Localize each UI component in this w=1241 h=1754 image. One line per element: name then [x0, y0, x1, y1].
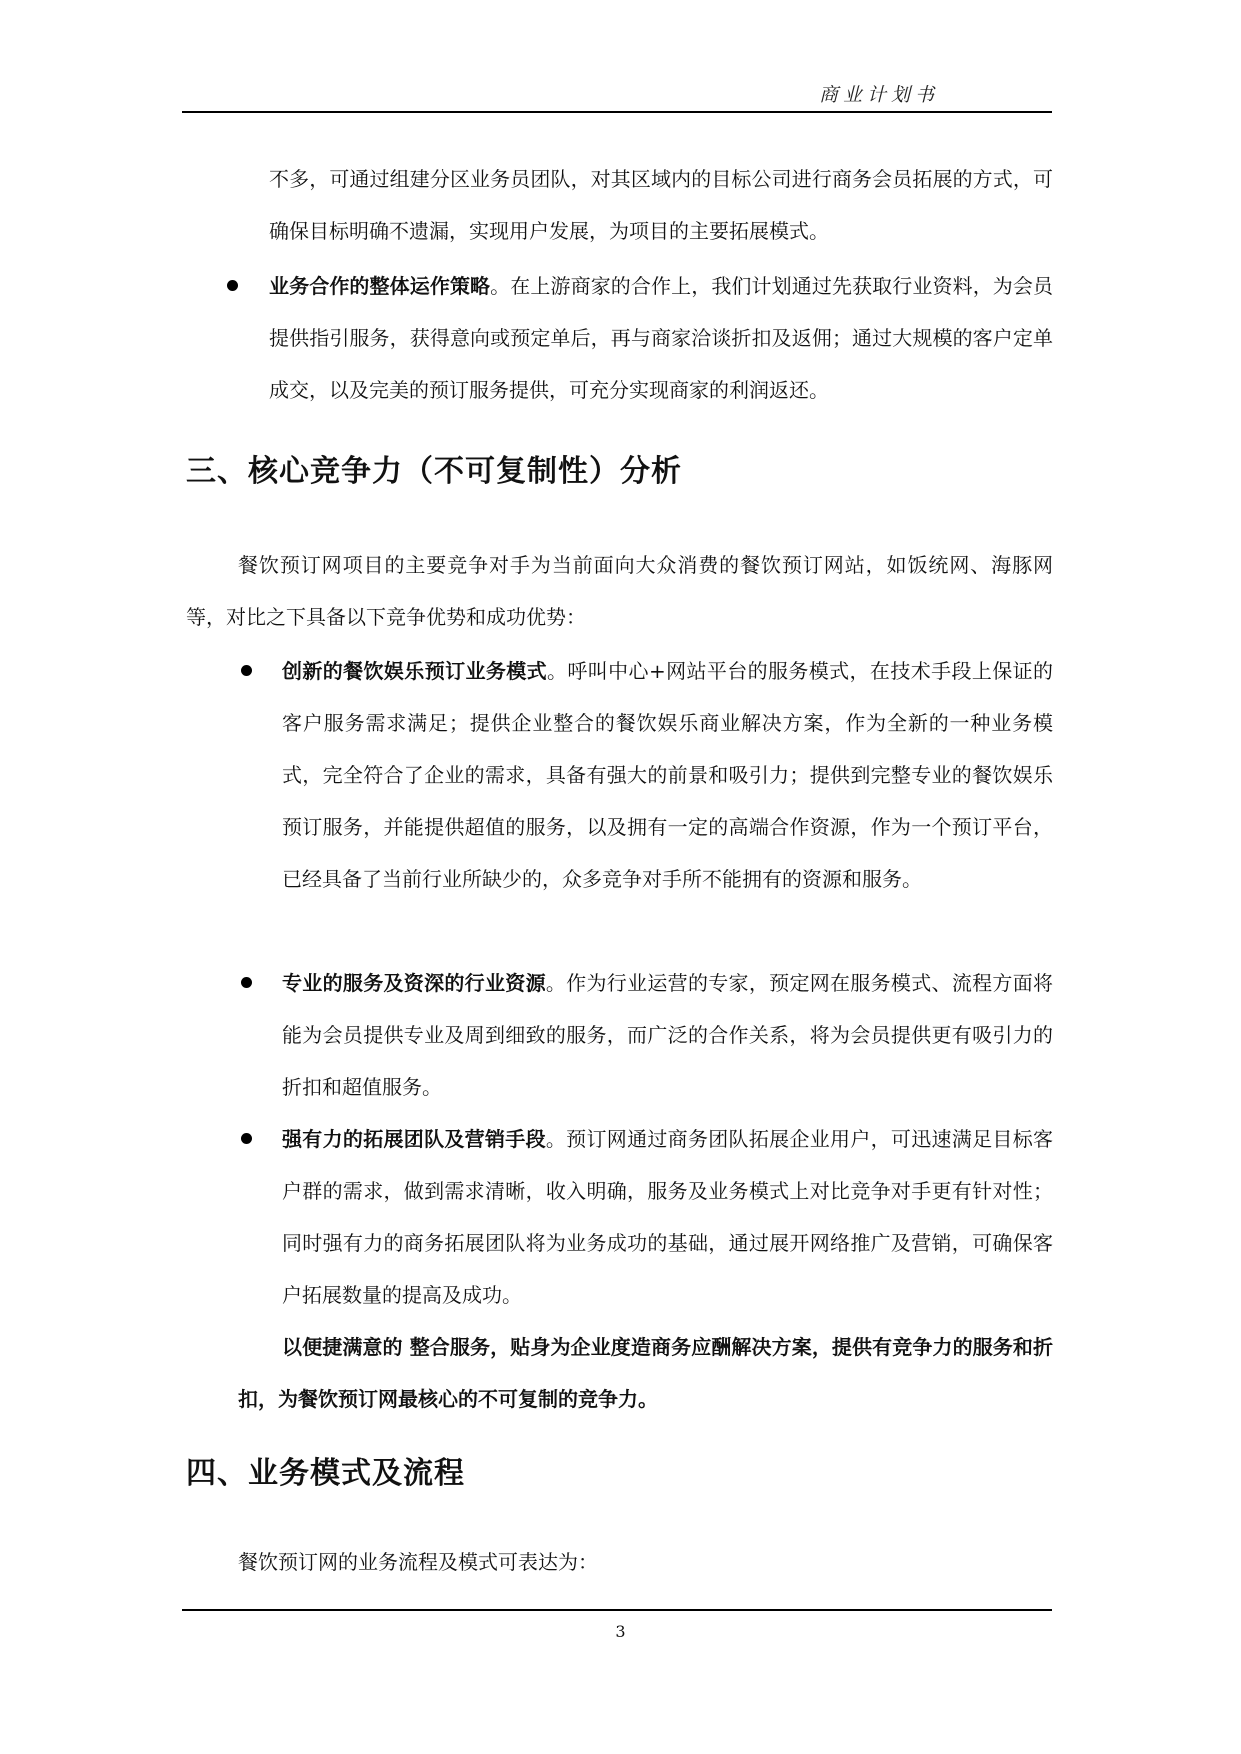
bullet-icon: [241, 977, 252, 988]
bullet-icon: [241, 665, 252, 676]
continuation-paragraph: 不多，可通过组建分区业务员团队，对其区域内的目标公司进行商务会员拓展的方式，可确保目标明确不遗漏，实现用户发展，为项目的主要拓展模式。: [269, 167, 1053, 243]
bullet-paragraph-innovation: [282, 645, 1053, 905]
header-rule: [182, 111, 1052, 113]
section-3-intro: 餐饮预订网项目的主要竞争对手为当前面向大众消费的餐饮预订网站，如饭统网、海豚网等，对比之下具备以下竞争优势和成功优势：: [186, 553, 1053, 629]
bullet-bold-label: 创新的餐饮娱乐预订业务模式: [282, 659, 548, 683]
section-heading-4: 四、业务模式及流程: [186, 1456, 465, 1491]
section-heading-3: 三、核心竞争力（不可复制性）分析: [186, 454, 682, 489]
bullet-icon: [241, 1133, 252, 1144]
page-number: 3: [615, 1622, 626, 1641]
bullet-bold-label: 专业的服务及资深的行业资源: [282, 971, 546, 995]
bullet-text: 。在上游商家的合作上，我们计划通过先获取行业资料，为会员提供指引服务，获得意向或预定单后，再与商家洽谈折扣及返佣；通过大规模的客户定单成交，以及完美的预订服务提供，可充分实现商家的利润返还。: [269, 274, 1054, 402]
bullet-paragraph-professional: [282, 957, 1053, 1113]
section-4-intro: 餐饮预订网的业务流程及模式可表达为：: [238, 1550, 598, 1574]
section-3-conclusion: 以便捷满意的 整合服务，贴身为企业度造商务应酬解决方案，提供有竞争力的服务和折扣，为餐饮预订网最核心的不可复制的竞争力。: [238, 1335, 1053, 1411]
bullet-paragraph-expansion: [282, 1113, 1053, 1321]
bullet-paragraph-strategy: [269, 260, 1053, 416]
bullet-icon: [227, 280, 238, 291]
bullet-text: 。作为行业运营的专家，预定网在服务模式、流程方面将能为会员提供专业及周到细致的服务，而广泛的合作关系，将为会员提供更有吸引力的折扣和超值服务。: [282, 971, 1054, 1099]
bullet-text: 。预订网通过商务团队拓展企业用户，可迅速满足目标客户群的需求，做到需求清晰，收入明确，服务及业务模式上对比竞争对手更有针对性；同时强有力的商务拓展团队将为业务成功的基础，通过展开网络推广及营销，可确保客户拓展数量的提高及成功。: [282, 1127, 1054, 1307]
bullet-bold-label: 强有力的拓展团队及营销手段: [282, 1127, 546, 1151]
bullet-bold-label: 业务合作的整体运作策略: [269, 274, 491, 298]
header-title: 商业计划书: [818, 84, 939, 106]
footer-rule: [182, 1609, 1052, 1611]
bullet-text: 。呼叫中心+网站平台的服务模式，在技术手段上保证的客户服务需求满足；提供企业整合的餐饮娱乐商业解决方案，作为全新的一种业务模式，完全符合了企业的需求，具备有强大的前景和吸引力；提供到完整专业的餐饮娱乐预订服务，并能提供超值的服务，以及拥有一定的高端合作资源，作为一个预订平台，已经具备了当前行业所缺少的，众多竞争对手所不能拥有的资源和服务。: [282, 659, 1054, 891]
